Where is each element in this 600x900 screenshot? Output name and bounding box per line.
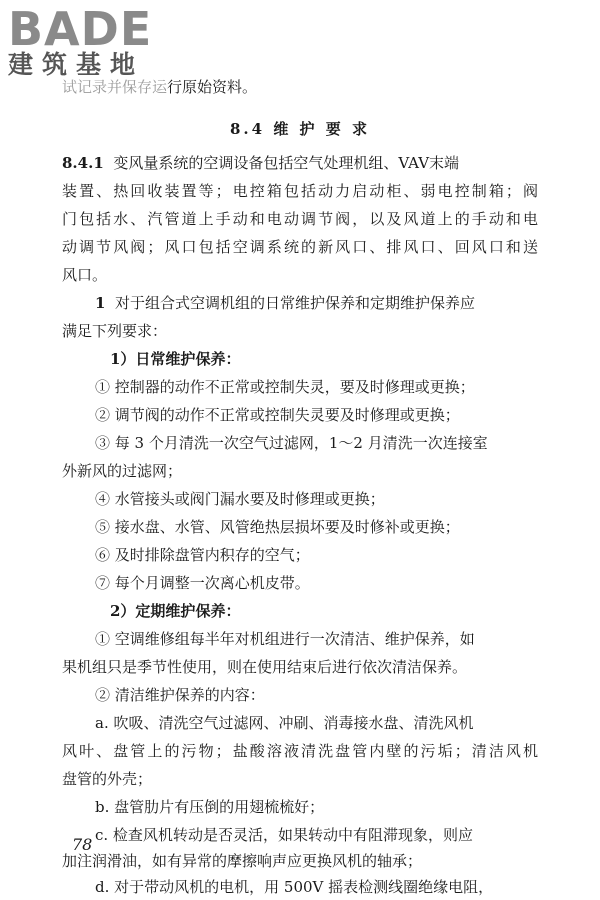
list-item: ② 清洁维护保养的内容： <box>95 686 265 704</box>
list-item: ② 调节阀的动作不正常或控制失灵要及时修理或更换； <box>95 406 460 424</box>
clause-line: 风口。 <box>62 266 108 284</box>
clause-line: 门包括水、汽管道上手动和电动调节阀，以及风道上的手动和电 <box>62 210 538 228</box>
clause-line <box>62 152 459 174</box>
list-item: ⑤ 接水盘、水管、风管绝热层损坏要及时修补或更换； <box>95 518 460 536</box>
daily-heading: 1）日常维护保养： <box>110 350 241 368</box>
list-item: ① 控制器的动作不正常或控制失灵，要及时修理或更换； <box>95 378 475 396</box>
watermark-logo-text: BADE <box>8 2 153 56</box>
list-item: ④ 水管接头或阀门漏水要及时修理或更换； <box>95 490 385 508</box>
list-item: 盘管的外壳； <box>62 770 153 788</box>
list-item: 果机组只是季节性使用，则在使用结束后进行依次清洁保养。 <box>62 658 468 676</box>
item-number: 1 <box>95 294 106 312</box>
list-item: 加注润滑油，如有异常的摩擦响声应更换风机的轴承； <box>62 852 423 870</box>
list-item: c. 检查风机转动是否灵活，如果转动中有阻滞现象，则应 <box>95 826 473 844</box>
clause-line: 动调节风阀；风口包括空调系统的新风口、排风口、回风口和送 <box>62 238 538 256</box>
list-item: 外新风的过滤网； <box>62 462 183 480</box>
watermark-subtitle: 建筑基地 <box>8 50 145 79</box>
item-line: 满足下列要求： <box>62 322 168 340</box>
item-text: 对于组合式空调机组的日常维护保养和定期维护保养应 <box>114 294 475 312</box>
list-item: b. 盘管肋片有压倒的用翅梳梳好； <box>95 798 325 816</box>
section-title: 8.4 维 护 要 求 <box>230 120 370 138</box>
clause-line: 装置、热回收装置等；电控箱包括动力启动柜、弱电控制箱；阀 <box>62 182 538 200</box>
continued-text <box>62 76 257 98</box>
clause-number: 8.4.1 <box>62 154 104 172</box>
periodic-heading: 2）定期维护保养： <box>110 602 241 620</box>
list-item: a. 吹吸、清洗空气过滤网、冲刷、消毒接水盘、清洗风机 <box>95 714 474 732</box>
list-item: ③ 每 3 个月清洗一次空气过滤网，1～2 月清洗一次连接室 <box>95 434 488 452</box>
list-item: ⑥ 及时排除盘管内积存的空气； <box>95 546 310 564</box>
watermark-logo <box>8 4 188 80</box>
clause-text: 变风量系统的空调设备包括空气处理机组、VAV末端 <box>113 154 460 172</box>
list-item: ① 空调维修组每半年对机组进行一次清洁、维护保养，如 <box>95 630 475 648</box>
item-line <box>95 292 475 314</box>
list-item: ⑦ 每个月调整一次离心机皮带。 <box>95 574 310 592</box>
text: 行原始资料。 <box>167 78 258 96</box>
faded-text: 试记录并保存运 <box>62 78 168 96</box>
list-item: 风叶、盘管上的污物；盐酸溶液清洗盘管内壁的污垢；清洁风机 <box>62 742 538 760</box>
page-number: 78 <box>72 835 93 854</box>
list-item: d. 对于带动风机的电机，用 500V 摇表检测线圈绝缘电阻， <box>95 878 494 896</box>
